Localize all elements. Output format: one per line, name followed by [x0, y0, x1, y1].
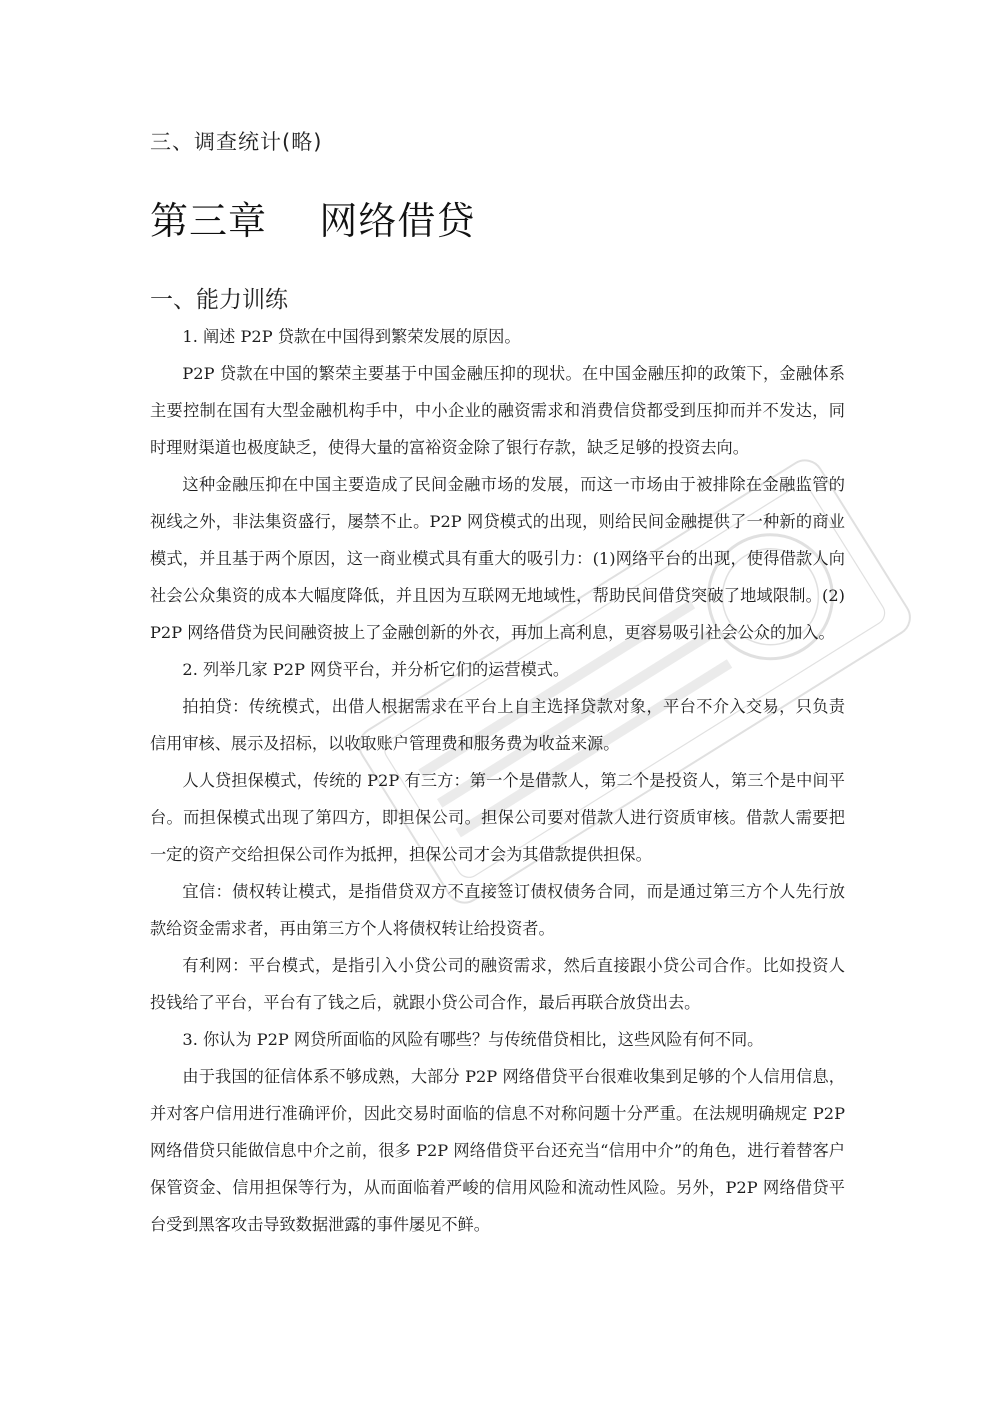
chapter-title: 第三章 网络借贷: [150, 199, 476, 243]
question-2: 2. 列举几家 P2P 网贷平台，并分析它们的运营模式。: [182, 660, 570, 679]
answer-paragraph: 人人贷担保模式，传统的 P2P 有三方：第一个是借款人，第二个是投资人，第三个是中间平台。而担保模式出现了第四方，即担保公司。担保公司要对借款人进行资质审核。借款人需要把一定的资产交给担保公司作为抵押，担保公司才会为其借款提供担保。: [150, 771, 845, 864]
answer-paragraph: 拍拍贷：传统模式，出借人根据需求在平台上自主选择贷款对象，平台不介入交易，只负责信用审核、展示及招标，以收取账户管理费和服务费为收益来源。: [150, 697, 845, 753]
answer-paragraph: 宜信：债权转让模式，是指借贷双方不直接签订债权债务合同，而是通过第三方个人先行放款给资金需求者，再由第三方个人将债权转让给投资者。: [150, 882, 845, 938]
body-text: [150, 318, 845, 1243]
answer-paragraph: 有利网：平台模式，是指引入小贷公司的融资需求，然后直接跟小贷公司合作。比如投资人投钱给了平台，平台有了钱之后，就跟小贷公司合作，最后再联合放贷出去。: [150, 956, 845, 1012]
answer-paragraph: P2P 贷款在中国的繁荣主要基于中国金融压抑的现状。在中国金融压抑的政策下，金融体系主要控制在国有大型金融机构手中，中小企业的融资需求和消费信贷都受到压抑而并不发达，同时理财渠道也极度缺乏，使得大量的富裕资金除了银行存款，缺乏足够的投资去向。: [150, 364, 845, 457]
section-heading: 三、调查统计(略): [150, 130, 323, 154]
question-3: 3. 你认为 P2P 网贷所面临的风险有哪些？与传统借贷相比，这些风险有何不同。: [182, 1030, 764, 1049]
question-1: 1. 阐述 P2P 贷款在中国得到繁荣发展的原因。: [182, 327, 521, 346]
subsection-heading: 一、能力训练: [150, 287, 288, 313]
answer-paragraph: 这种金融压抑在中国主要造成了民间金融市场的发展，而这一市场由于被排除在金融监管的视线之外，非法集资盛行，屡禁不止。P2P 网贷模式的出现，则给民间金融提供了一种新的商业模式，并且基于两个原因，这一商业模式具有重大的吸引力：(1)网络平台的出现，使得借款人向社会公众集资的成本大幅度降低，并且因为互联网无地域性，帮助民间借贷突破了地域限制。(2) P2P 网络借贷为民间融资披上了金融创新的外衣，再加上高利息，更容易吸引社会公众的加入。: [150, 475, 845, 642]
answer-paragraph: 由于我国的征信体系不够成熟，大部分 P2P 网络借贷平台很难收集到足够的个人信用信息，并对客户信用进行准确评价，因此交易时面临的信息不对称问题十分严重。在法规明确规定 P2P 网络借贷只能做信息中介之前，很多 P2P 网络借贷平台还充当“信用中介”的角色，进行着替客户保管资金、信用担保等行为，从而面临着严峻的信用风险和流动性风险。另外，P2P 网络借贷平台受到黑客攻击导致数据泄露的事件屡见不鲜。: [150, 1067, 845, 1234]
